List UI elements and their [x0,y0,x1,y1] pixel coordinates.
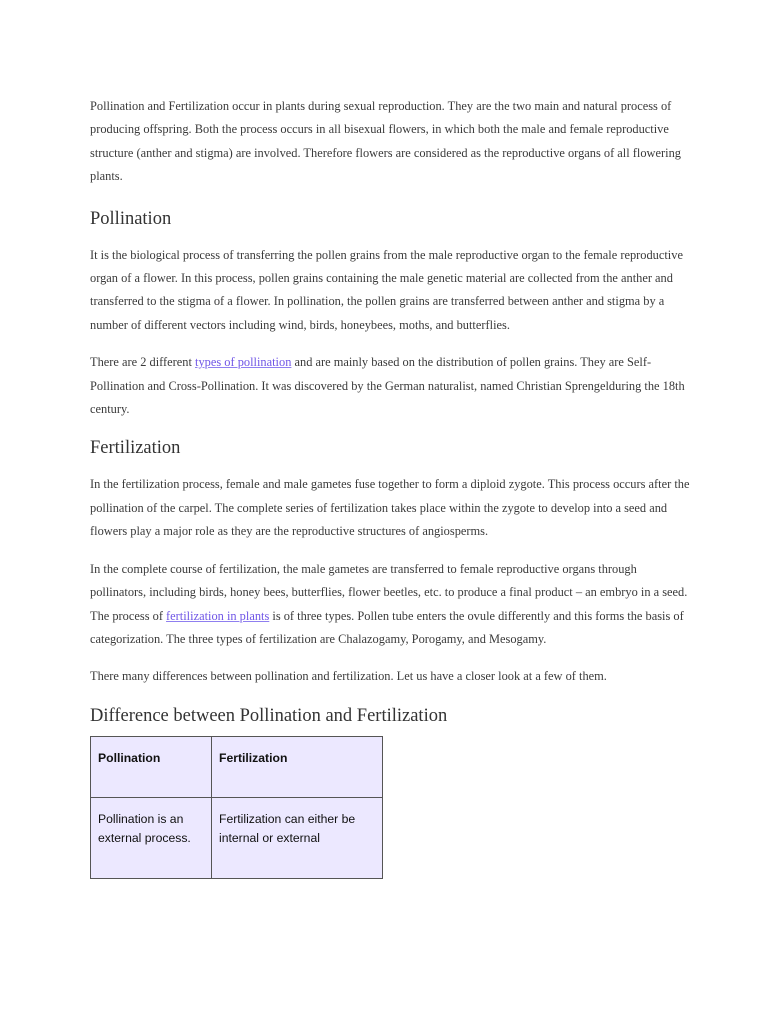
fertilization-paragraph-2-end: is of three types. Pollen tube enters the ovule differently and this forms the basis of categorization. The three types of fertilization are Chalazogamy, Porogamy, and Mesogamy. [90,608,684,646]
heading-fertilization: Fertilization [90,438,181,459]
table-header-cell: Pollination [91,736,212,797]
fertilization-paragraph-1: In the fertilization process, female and male gametes fuse together to form a diploid zygote. This process occurs after the pollination of the carpel. The complete series of fertilization takes place within the zygote to develop into a seed and flowers play a major role as they are the reproductive structures of angiosperms. [90,477,690,539]
fertilization-paragraph-3: There many differences between pollination and fertilization. Let us have a closer look at a few of them. [90,669,607,684]
heading-pollination: Pollination [90,208,172,229]
fertilization-in-plants-link[interactable]: fertilization in plants [166,608,270,623]
article-body [90,95,690,879]
fertilization-paragraph-2 [90,558,690,652]
table-header-cell: Fertilization [212,736,383,797]
table-row [91,797,383,878]
table-cell: Fertilization can either be internal or external [212,797,383,878]
table-cell: Pollination is an external process. [91,797,212,878]
heading-difference: Difference between Pollination and Fertilization [90,705,448,726]
types-of-pollination-link[interactable]: types of pollination [195,355,292,370]
comparison-table [90,736,383,879]
fertilization-paragraph-2-start: In the complete course of fertilization, the male gametes are transferred to female reproductive organs through pollinators, including birds, honey bees, butterflies, flower beetles, etc. to produce a final product – an embryo in a seed. The process of [90,561,688,623]
table-header-row [91,736,383,797]
pollination-paragraph-1: It is the biological process of transferring the pollen grains from the male reproductive organ to the female reproductive organ of a flower. In this process, pollen grains containing the male genetic material are collected from the anther and transferred to the stigma of a flower. In pollination, the pollen grains are transferred between anther and stigma by a number of different vectors including wind, birds, honeybees, moths, and butterflies. [90,247,683,332]
intro-paragraph: Pollination and Fertilization occur in plants during sexual reproduction. They are the two main and natural process of producing offspring. Both the process occurs in all bisexual flowers, in which both the male and female reproductive structure (anther and stigma) are involved. Therefore flowers are considered as the reproductive organs of all flowering plants. [90,99,681,184]
pollination-paragraph-2 [90,351,690,421]
pollination-paragraph-2-end: and are mainly based on the distribution of pollen grains. They are Self-Pollination and Cross-Pollination. It was discovered by the German naturalist, named Christian Sprengelduring the 18th century. [90,355,685,417]
pollination-paragraph-2-start: There are 2 different [90,355,196,370]
